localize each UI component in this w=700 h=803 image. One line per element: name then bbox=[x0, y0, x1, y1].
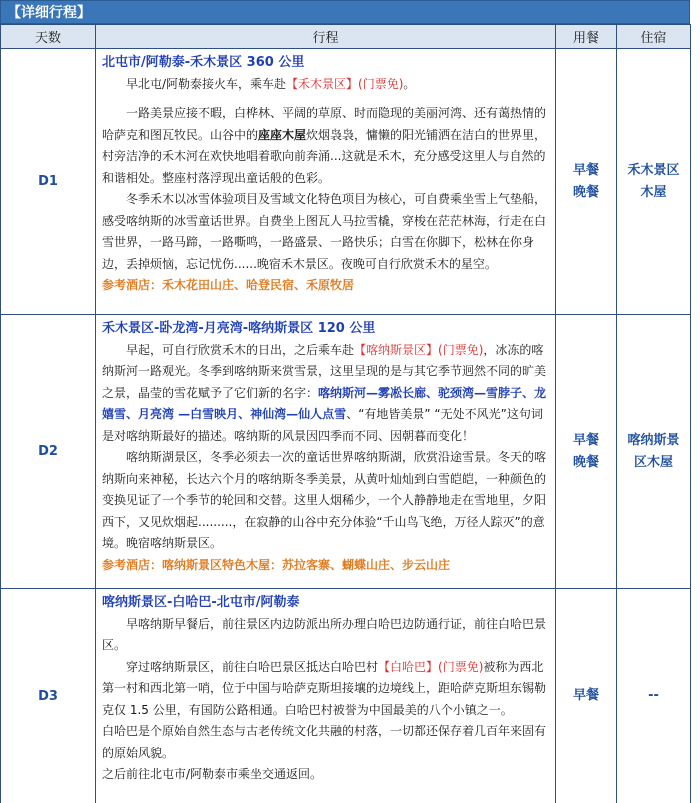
plan-paragraph bbox=[102, 340, 549, 448]
scenic-spot-highlight: 【禾木景区】(门票免) bbox=[286, 76, 404, 91]
plan-cell bbox=[96, 315, 556, 589]
table-row-d1 bbox=[1, 49, 691, 315]
plan-paragraph bbox=[102, 74, 549, 96]
plan-text: 一路美景应接不暇，白桦林、平阔的草原、时而隐现的美丽河湾、还有蔼热情的哈萨克和图瓦牧民。山谷中的 bbox=[102, 106, 547, 142]
plan-cell bbox=[96, 589, 556, 803]
meal-cell bbox=[556, 315, 617, 589]
plan-paragraph: 早喀纳斯早餐后，前往景区内边防派出所办理白哈巴边防通行证，前往白哈巴景区。 bbox=[102, 616, 547, 652]
table-header-row bbox=[1, 25, 691, 49]
plan-text: 、“有地皆美景” “无处不风光”这句词是对喀纳斯最好的描述。喀纳斯的风景因四季而不同、因朝暮而变化！ bbox=[102, 407, 543, 443]
route-title: 禾木景区-卧龙湾-月亮湾-喀纳斯景区 120 公里 bbox=[102, 321, 376, 336]
stay-cell bbox=[617, 315, 691, 589]
plan-paragraph: 喀纳斯湖景区，冬季必须去一次的童话世界喀纳斯湖，欣赏沿途雪景。冬天的喀纳斯向来神秘，长达六个月的喀纳斯冬季美景，从黄叶灿灿到白雪皑皑，一种颜色的变换见证了一个季节的轮回和交替。这里人烟稀少，一个人静静地走在雪地里，夕阳西下，又见炊烟起.........，在寂静的山谷中充分体验“千山鸟飞绝，万径人踪灭”的意境。晚宿喀纳斯景区。 bbox=[102, 450, 547, 550]
stay-line: 区木屋 bbox=[633, 454, 673, 470]
emphasis-text: 座座木屋 bbox=[258, 127, 307, 142]
stay-line: 禾木景区 bbox=[627, 162, 680, 178]
snow-scene-names: 喀纳斯河—雾凇长廊、驼颈湾—雪脖子、龙嬉雪、月亮湾 —白雪映月、神仙湾—仙人点雪 bbox=[102, 385, 547, 421]
route-title: 北屯市/阿勒泰-禾木景区 360 公里 bbox=[102, 55, 305, 70]
plan-paragraph: 冬季禾木以冰雪体验项目及雪域文化特色项目为核心，可自费乘坐雪上气垫船，感受喀纳斯的冰雪童话世界。自费坐上图瓦人马拉雪橇，穿梭在茫茫林海，行走在白雪世界，一路马蹄，一路嘶鸣，一路盛景、一路快乐；白雪在你脚下，松林在你身边，丢掉烦恼，忘记忧伤......晚宿禾木景区。夜晚可自行欣赏禾木的星空。 bbox=[102, 192, 547, 271]
plan-paragraph: 白哈巴是个原始自然生态与古老传统文化共融的村落，一切都还保存着几百年来固有的原始风貌。 bbox=[102, 724, 547, 760]
meal-breakfast: 早餐 bbox=[572, 688, 599, 703]
plan-paragraph: 之后前往北屯市/阿勒泰市乘坐交通返回。 bbox=[102, 767, 323, 781]
header-meal: 用餐 bbox=[556, 25, 617, 49]
meal-breakfast: 早餐 bbox=[572, 162, 599, 178]
table-row-d2 bbox=[1, 315, 691, 589]
plan-text: 被称为西北第一村和西北第一哨，位于中国与哈萨克斯坦接壤的边境线上，距哈萨克斯坦东锡勒克仅 1.5 公里，有国防公路相通。白哈巴村被誉为中国最美的八个小镇之一。 bbox=[102, 659, 547, 717]
route-title: 喀纳斯景区-白哈巴-北屯市/阿勒泰 bbox=[102, 595, 300, 610]
stay-line: -- bbox=[648, 688, 659, 703]
meal-cell bbox=[556, 589, 617, 803]
header-stay: 住宿 bbox=[617, 25, 691, 49]
itinerary-table bbox=[0, 24, 691, 803]
day-label: D3 bbox=[1, 589, 96, 803]
stay-line: 喀纳斯景 bbox=[627, 432, 680, 448]
meal-dinner: 晚餐 bbox=[572, 454, 599, 470]
reference-hotels: 参考酒店：喀纳斯景区特色木屋：苏拉客寨、蝴蝶山庄、步云山庄 bbox=[102, 557, 451, 572]
header-day: 天数 bbox=[1, 25, 96, 49]
plan-paragraph bbox=[102, 103, 549, 189]
plan-text: ，冰冻的喀纳斯河一路观光。冬季到喀纳斯来赏雪景，这里呈现的是与其它季节迥然不同的旷美之景，晶莹的雪花赋予了它们新的名字： bbox=[102, 342, 547, 400]
section-title: 【详细行程】 bbox=[0, 0, 690, 24]
stay-cell bbox=[617, 49, 691, 315]
stay-cell bbox=[617, 589, 691, 803]
table-row-d3 bbox=[1, 589, 691, 803]
plan-cell bbox=[96, 49, 556, 315]
day-label: D1 bbox=[1, 49, 96, 315]
reference-hotels: 参考酒店：禾木花田山庄、哈登民宿、禾原牧居 bbox=[102, 278, 355, 292]
plan-text: 穿过喀纳斯景区，前往白哈巴景区抵达白哈巴村 bbox=[126, 659, 379, 674]
header-plan: 行程 bbox=[96, 25, 556, 49]
stay-line: 木屋 bbox=[640, 184, 667, 200]
scenic-spot-highlight: 【白哈巴】(门票免) bbox=[378, 659, 484, 674]
meal-cell bbox=[556, 49, 617, 315]
plan-paragraph bbox=[102, 657, 549, 722]
day-label: D2 bbox=[1, 315, 96, 589]
plan-text: 炊烟袅袅，慵懒的阳光铺洒在洁白的世界里，村旁洁净的禾木河在欢快地唱着歌向前奔涌...这就是禾木，充分感受这里人与自然的和谐相处。整座村落浮现出童话般的色彩。 bbox=[102, 127, 547, 185]
meal-dinner: 晚餐 bbox=[572, 184, 599, 200]
scenic-spot-highlight: 【喀纳斯景区】(门票免) bbox=[354, 342, 484, 357]
plan-text: 。 bbox=[403, 76, 416, 91]
meal-breakfast: 早餐 bbox=[572, 432, 599, 448]
plan-text: 早起，可自行欣赏禾木的日出，之后乘车赴 bbox=[126, 342, 355, 357]
plan-text: 早北屯/阿勒泰接火车，乘车赴 bbox=[126, 76, 287, 91]
